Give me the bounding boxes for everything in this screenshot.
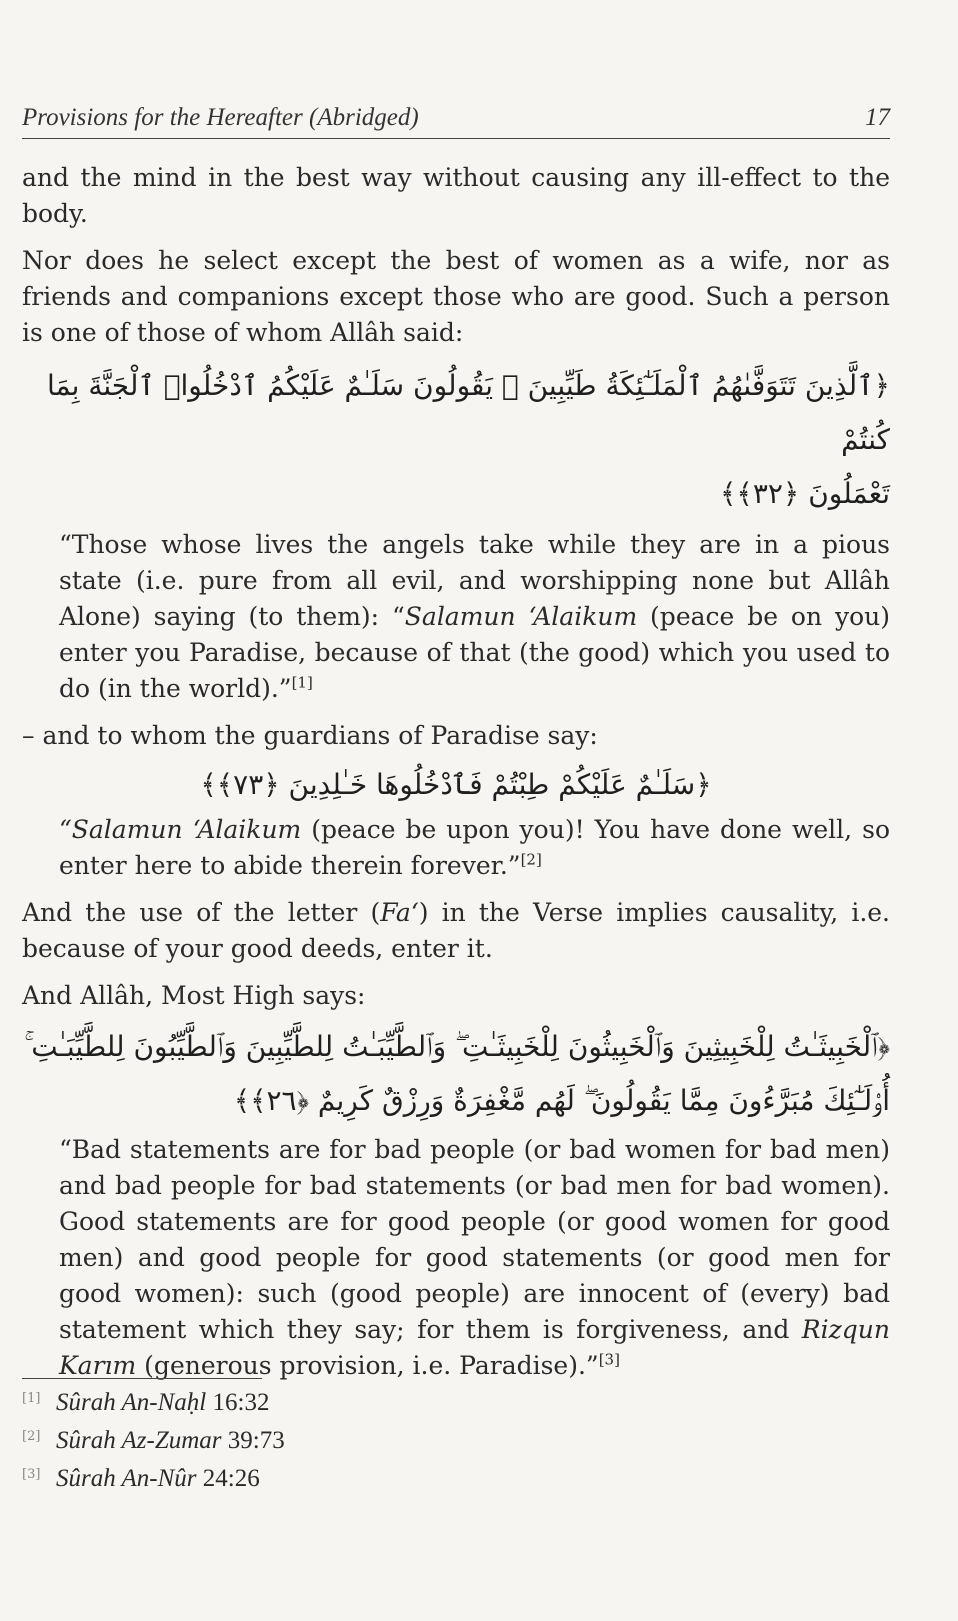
arabic-verse-line: ﴿ٱلْخَبِيثَـٰتُ لِلْخَبِيثِينَ وَٱلْخَبِيثُونَ لِلْخَبِيثَـٰتِ ۖ وَٱلطَّيِّبَـٰتُ لِلطَّيِّبِينَ وَٱلطَّيِّبُونَ لِلطَّيِّبَـٰتِ ۚ: [24, 1030, 890, 1063]
footnote-marker: [1]: [291, 673, 313, 692]
translation-an-nahl: [59, 527, 890, 707]
translation-text: (peace be upon you)! You have done well, so enter here to abide therein forever.”: [59, 815, 890, 880]
page-body: [22, 160, 890, 1384]
translation-az-zumar: [59, 812, 890, 884]
paragraph-select-best: Nor does he select except the best of women as a wife, nor as friends and companions except those who are good. Such a person is one of those of whom Allâh said:: [22, 246, 890, 347]
arabic-verse-an-nahl: [22, 359, 890, 521]
footnote-divider: [22, 1378, 262, 1379]
footnote-item: [22, 1424, 890, 1462]
translation-italic: Salamun ‘Alaikum: [404, 602, 638, 631]
translation-text: (generous provision, i.e. Paradise).”: [136, 1351, 599, 1380]
footnote-marker: [2]: [520, 850, 542, 869]
paragraph-italic: Fa‘: [380, 898, 419, 927]
arabic-verse-an-nur: [22, 1020, 890, 1128]
paragraph-guardians: – and to whom the guardians of Paradise say:: [22, 721, 598, 750]
footnote-number: [3]: [22, 1467, 41, 1482]
footnote-ref: 16:32: [206, 1389, 270, 1416]
footnote-surah: Sûrah An-Naḥl: [56, 1389, 207, 1416]
footnote-ref: 24:26: [196, 1465, 260, 1492]
page-number: 17: [865, 104, 890, 131]
footnote-marker: [3]: [598, 1350, 620, 1369]
paragraph-allah-says: And Allâh, Most High says:: [22, 981, 366, 1010]
footnote-number: [1]: [22, 1391, 41, 1406]
footnotes: [22, 1386, 890, 1500]
footnote-number: [2]: [22, 1429, 41, 1444]
paragraph-continuation: and the mind in the best way without causing any ill-effect to the body.: [22, 163, 890, 228]
translation-text: “Those whose lives the angels take while they are in a pious state (i.e. pure from all evil, and worshipping none but Allâh Alone) saying (to them): “: [59, 530, 890, 631]
footnote-item: [22, 1462, 890, 1500]
book-title: Provisions for the Hereafter (Abridged): [22, 104, 419, 131]
paragraph-text: And the use of the letter (: [22, 898, 381, 927]
translation-text: “Bad statements are for bad people (or bad women for bad men) and bad people for bad statements (or bad men for bad women). Good statements are for good people (or good women for good men) and good people for good statements (or good men for good women): such (good people) are innocent of (every) bad statement which they say; for them is forgiveness, and: [59, 1135, 890, 1344]
running-header: [22, 104, 890, 139]
translation-italic: Rizqun Karım: [59, 1315, 890, 1380]
paragraph-causality: [22, 895, 890, 967]
paragraph-text: ) in the Verse implies causality, i.e. because of your good deeds, enter it.: [22, 898, 891, 963]
translation-an-nur: [59, 1132, 890, 1384]
arabic-verse-line: أُو۟لَـٰٓئِكَ مُبَرَّءُونَ مِمَّا يَقُولُونَ ۖ لَهُم مَّغْفِرَةٌ وَرِزْقٌ كَرِيمٌ ﴿٢٦﴾﴾: [233, 1084, 890, 1117]
translation-text: (peace be on you) enter you Paradise, because of that (the good) which you used to do (in the world).”: [59, 602, 890, 703]
footnote-surah: Sûrah Az-Zumar: [56, 1427, 222, 1454]
arabic-verse-az-zumar: [22, 758, 890, 812]
arabic-verse-line: ﴿ٱلَّذِينَ تَتَوَفَّىٰهُمُ ٱلْمَلَـٰٓئِكَةُ طَيِّبِينَ ۙ يَقُولُونَ سَلَـٰمٌ عَلَيْكُمُ ٱدْخُلُوا۟ ٱلْجَنَّةَ بِمَا كُنتُمْ: [46, 369, 890, 456]
translation-italic: “Salamun ‘Alaikum: [59, 815, 302, 844]
arabic-verse-line: ﴿سَلَـٰمٌ عَلَيْكُمْ طِبْتُمْ فَٱدْخُلُوهَا خَـٰلِدِينَ ﴿٧٣﴾﴾: [200, 768, 712, 801]
arabic-verse-line: تَعْمَلُونَ ﴿٣٢﴾﴾: [720, 477, 890, 510]
footnote-ref: 39:73: [221, 1427, 285, 1454]
footnote-surah: Sûrah An-Nûr: [56, 1465, 197, 1492]
footnote-item: [22, 1386, 890, 1424]
